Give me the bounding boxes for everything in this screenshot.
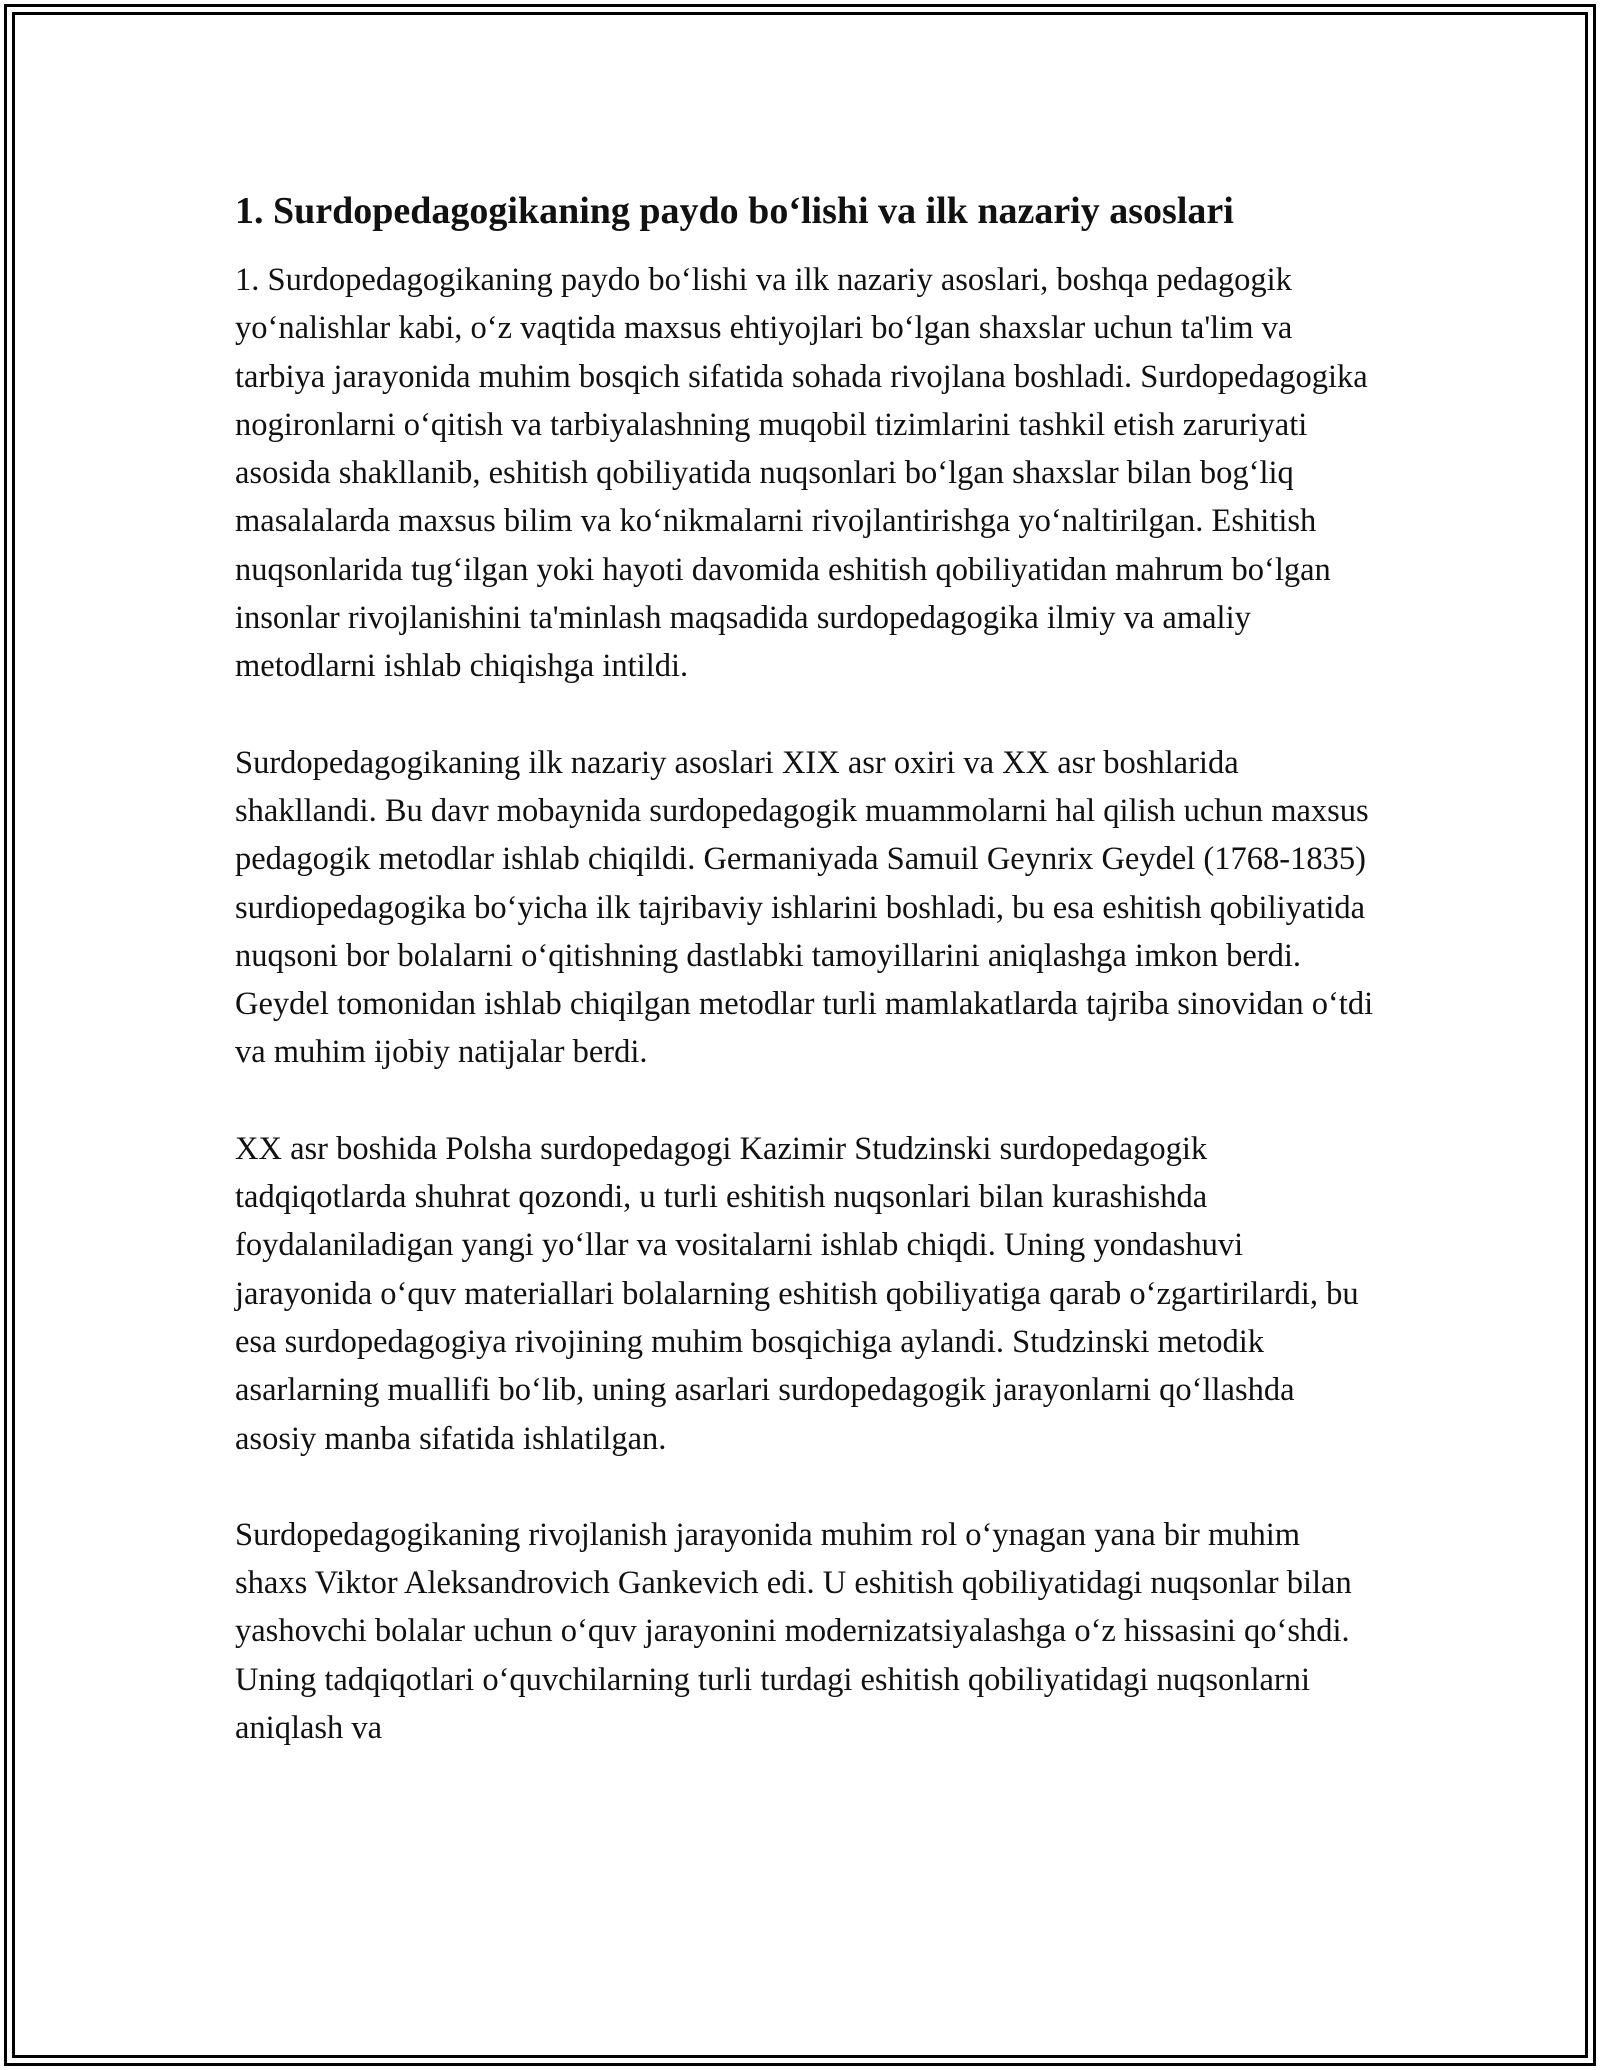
- page-title: 1. Surdopedagogikaning paydo bo‘lishi va ilk nazariy asoslari: [235, 190, 1234, 232]
- paragraph-3: XX asr boshida Polsha surdopedagogi Kazimir Studzinski surdopedagogik tadqiqotlarda shuhrat qozondi, u turli eshitish nuqsonlari bilan kurashishda foydalaniladigan yangi yo‘llar va vositalarni ishlab chiqdi. Uning yondashuvi jarayonida o‘quv materiallari bolalarning eshitish qobiliyatiga qarab o‘zgartirilardi, bu esa surdopedagogiya rivojining muhim bosqichiga aylandi. Studzinski metodik asarlarning muallifi bo‘lib, uning asarlari surdopedagogik jarayonlarni qo‘llashda asosiy manba sifatida ishlatilgan.: [235, 1130, 1359, 1457]
- paragraph-2: Surdopedagogikaning ilk nazariy asoslari XIX asr oxiri va XX asr boshlarida shakllandi. Bu davr mobaynida surdopedagogik muammolarni hal qilish uchun maxsus pedagogik metodlar ishlab chiqildi. Germaniyada Samuil Geynrix Geydel (1768-1835) surdiopedagogika bo‘yicha ilk tajribaviy ishlarini boshladi, bu esa eshitish qobiliyatida nuqsoni bor bolalarni o‘qitishning dastlabki tamoyillarini aniqlashga imkon berdi. Geydel tomonidan ishlab chiqilgan metodlar turli mamlakatlarda tajriba sinovidan o‘tdi va muhim ijobiy natijalar berdi.: [235, 744, 1374, 1071]
- paragraph-1: 1. Surdopedagogikaning paydo bo‘lishi va ilk nazariy asoslari, boshqa pedagogik yo‘nalishlar kabi, o‘z vaqtida maxsus ehtiyojlari bo‘lgan shaxslar uchun ta'lim va tarbiya jarayonida muhim bosqich sifatida sohada rivojlana boshladi. Surdopedagogika nogironlarni o‘qitish va tarbiyalashning muqobil tizimlarini tashkil etish zaruriyati asosida shakllanib, eshitish qobiliyatida nuqsonlari bo‘lgan shaxslar bilan bog‘liq masalalarda maxsus bilim va ko‘nikmalarni rivojlantirishga yo‘naltirilgan. Eshitish nuqsonlarida tug‘ilgan yoki hayoti davomida eshitish qobiliyatidan mahrum bo‘lgan insonlar rivojlanishini ta'minlash maqsadida surdopedagogika ilmiy va amaliy metodlarni ishlab chiqishga intildi.: [235, 262, 1368, 685]
- document-body: [235, 186, 1375, 1800]
- paragraph-4: Surdopedagogikaning rivojlanish jarayonida muhim rol o‘ynagan yana bir muhim shaxs Viktor Aleksandrovich Gankevich edi. U eshitish qobiliyatidagi nuqsonlar bilan yashovchi bolalar uchun o‘quv jarayonini modernizatsiyalashga o‘z hissasini qo‘shdi. Uning tadqiqotlari o‘quvchilarning turli turdagi eshitish qobiliyatidagi nuqsonlarni aniqlash va: [235, 1516, 1352, 1747]
